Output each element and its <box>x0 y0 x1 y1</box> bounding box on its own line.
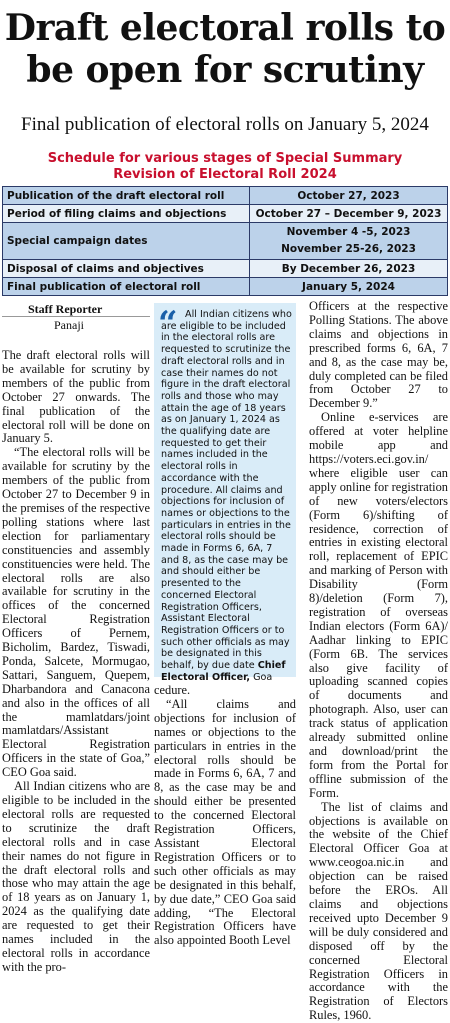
schedule-date-part-2: November 25-26, 2023 <box>281 243 416 255</box>
schedule-stage: Final publication of electoral roll <box>3 278 250 296</box>
pull-quote-text: All Indian citizens who are eligible to be included in the electoral rolls are requested to scrutinize the draft electoral rolls and in case their names do not figure in the draft electoral rolls and those who may attain the age of 18 years as on January 1, 2024 as the qualifying date are requested to get their names included in the electoral rolls in accordance with the procedure. All claims and objections for inclusion of names or objections to the particulars in entries in the electoral rolls should be made in Forms 6, 6A, 7 and 8, as the case may be and should either be presented to the concerned Electoral Registration Officers, Assistant Electoral Registration Officers or to such other officials as may be designated in this behalf, by due date <box>161 309 292 672</box>
schedule-date-part-1: November 4 -5, 2023 <box>286 226 411 238</box>
article-paragraph: The list of claims and objections is available on the website of the Chief Electoral Officer Goa at www.ceogoa.nic.in and objection can be raised before the EROs. All claims and objections received upto December 9 will be duly considered and disposed off by the concerned Electoral Registration Officers in accordance with the Registration of Electors Rules, 1960. <box>309 799 448 1023</box>
headline-line-1: Draft electoral rolls to <box>4 7 446 49</box>
article-column-1 <box>2 349 150 989</box>
schedule-date <box>250 223 448 260</box>
schedule-row <box>3 223 448 260</box>
pull-quote <box>161 309 292 684</box>
schedule-row <box>3 187 448 205</box>
pull-quote-attribution: Chief Electoral Officer, <box>161 660 286 683</box>
article-paragraph: “The electoral rolls will be available for scrutiny by the members of the public from October 27 to December 9 in the premises of the respective polling stations where last election for parliamentary constituencies and assembly constituencies were held. The electoral rolls are also available for scrutiny in the offices of the concerned Electoral Registration Officers of Pernem, Bicholim, Bardez, Tiswadi, Ponda, Salcete, Mormugao, Sattari, Sanguem, Quepem, Dharbandora and Canacona and also in the offices of all the mamlatdars/joint mamlatdars/Assistant Electoral Registration Officers in the state of Goa,” CEO Goa said. <box>2 445 150 780</box>
article-paragraph-continued: Officers at the respective Polling Stations. The above claims and objections in prescribed forms 6, 6A, 7 and 8, as the case may be, duly completed can be filed from October 27 to December 9.” <box>309 299 448 411</box>
schedule-stage: Period of filing claims and objections <box>3 205 250 223</box>
article-paragraph: The draft electoral rolls will be available for scrutiny by members of the public from October 27 onwards. The final publication of the electoral roll will be done on January 5. <box>2 348 150 446</box>
schedule-stage: Publication of the draft electoral roll <box>3 187 250 205</box>
schedule-date: October 27 – December 9, 2023 <box>250 205 448 223</box>
article-paragraph: Online e-services are offered at voter helpline mobile app and https://voters.eci.gov.in/ where eligible user can apply online for registration of new voters/electors (Form 6)/shifting of residence, correction of entries in existing electoral roll, replacement of EPIC and marking of Person with Disability (Form 8)/deletion (Form 7), registration of overseas Indian electors (Form 6A)/ Aadhar linking to EPIC (Form 6B. The services also give facility of uploading scanned copies of documents and photograph. Also, user can track status of application already submitted online and download/print the form from the Portal for offline submission of the Form. <box>309 410 448 800</box>
pull-quote-box <box>154 303 296 683</box>
byline: Staff Reporter <box>28 302 103 316</box>
schedule-title-line-1: Schedule for various stages of Special Summary <box>47 151 403 166</box>
open-double-quote-icon: “ <box>158 304 178 344</box>
schedule-date: By December 26, 2023 <box>250 260 448 278</box>
schedule-table <box>2 186 448 296</box>
schedule-stage: Disposal of claims and objectives <box>3 260 250 278</box>
schedule-row <box>3 278 448 296</box>
article-column-2 <box>154 684 296 989</box>
schedule-row <box>3 260 448 278</box>
schedule-title-line-2: Revision of Electoral Roll 2024 <box>113 167 337 182</box>
dateline: Panaji <box>54 318 84 332</box>
schedule-stage: Special campaign dates <box>3 223 250 260</box>
article-paragraph: All Indian citizens who are eligible to be included in the electoral rolls are requested to scrutinize the draft electoral rolls and in case their names do not figure in the draft electoral rolls and those who may attain the age of 18 years as on January 1, 2024 as the qualifying date are requested to get their names included in the electoral rolls in accordance with the pro- <box>2 779 150 974</box>
article-paragraph-continued: cedure. <box>154 683 191 697</box>
schedule-date: October 27, 2023 <box>250 187 448 205</box>
schedule-row <box>3 205 448 223</box>
pull-quote-attribution-place: Goa <box>250 671 273 683</box>
headline-line-2: be open for scrutiny <box>26 49 424 91</box>
subheadline: Final publication of electoral rolls on January 5, 2024 <box>21 114 429 135</box>
article-paragraph: “All claims and objections for inclusion of names or objections to the particulars in entries in the electoral rolls should be made in Forms 6, 6A, 7 and 8, as the case may be and should either be presented to the concerned Electoral Registration Officers, Assistant Electoral Registration Officers or to such other officials as may be designated in this behalf, by due date,” CEO Goa said adding, “The Electoral Registration Officers have also appointed Booth Level <box>154 696 296 948</box>
schedule-date: January 5, 2024 <box>250 278 448 296</box>
article-column-3 <box>309 299 448 1023</box>
